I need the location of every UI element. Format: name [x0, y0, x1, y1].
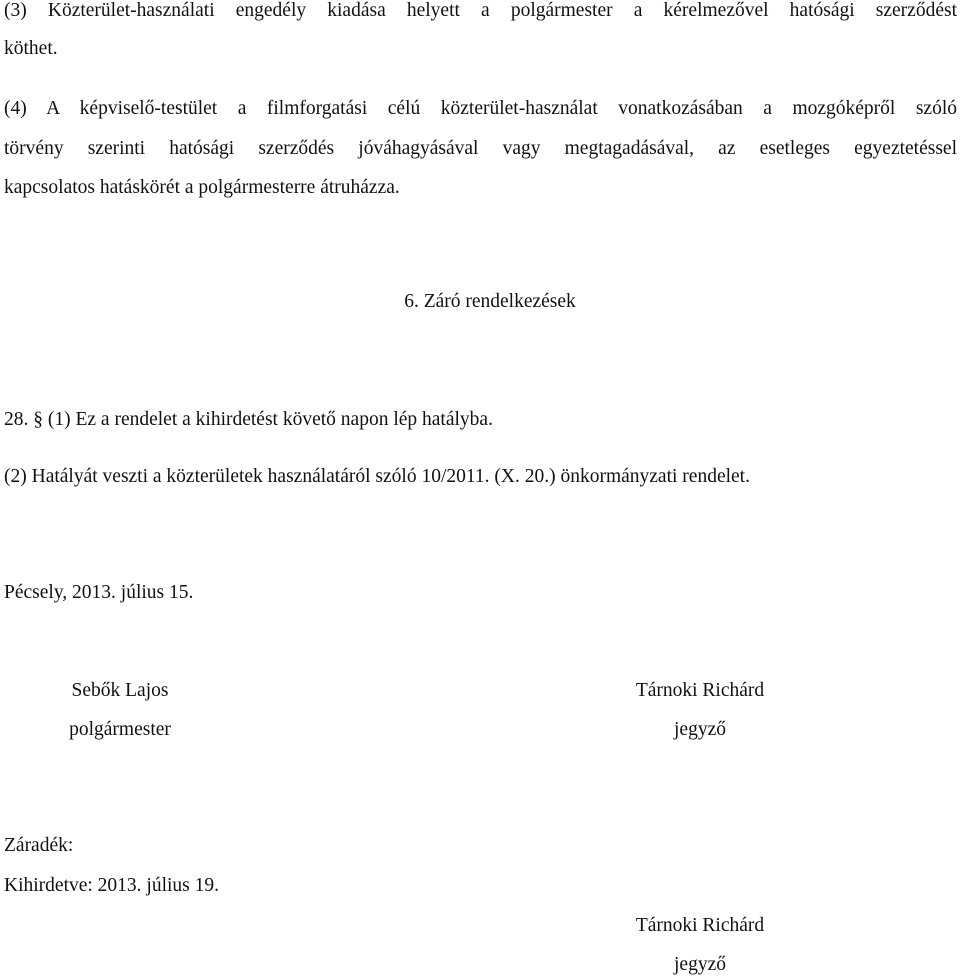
signature-right-title: jegyző — [674, 719, 726, 740]
clause-signer-name: Tárnoki Richárd — [635, 915, 765, 936]
chapter-heading: 6. Záró rendelkezések — [404, 291, 576, 312]
section-3-line-2: köthet. — [4, 38, 58, 59]
signature-left-title: polgármester — [69, 719, 171, 740]
clause-signer-title: jegyző — [674, 954, 726, 975]
clause-label: Záradék: — [4, 835, 74, 856]
place-date: Pécsely, 2013. július 15. — [4, 582, 194, 603]
signature-left-name: Sebők Lajos — [71, 680, 169, 701]
section-4-line-1: (4) A képviselő-testület a filmforgatási célú közterület-használat vonatkozásában a mozgóképről szóló — [4, 98, 957, 119]
signature-right-name: Tárnoki Richárd — [635, 680, 765, 701]
section-3-line-1: (3) Közterület-használati engedély kiadása helyett a polgármester a kérelmezővel hatósági szerződést — [4, 0, 957, 21]
section-4-line-2: törvény szerinti hatósági szerződés jóváhagyásával vagy megtagadásával, az esetleges egyeztetéssel — [4, 138, 957, 159]
paragraph-28-item-2: (2) Hatályát veszti a közterületek használatáról szóló 10/2011. (X. 20.) önkormányzati rendelet. — [4, 466, 750, 487]
paragraph-28-item-1: 28. § (1) Ez a rendelet a kihirdetést követő napon lép hatályba. — [4, 409, 493, 430]
clause-announced: Kihirdetve: 2013. július 19. — [4, 875, 220, 896]
section-4-line-3: kapcsolatos hatáskörét a polgármesterre átruházza. — [4, 177, 400, 198]
